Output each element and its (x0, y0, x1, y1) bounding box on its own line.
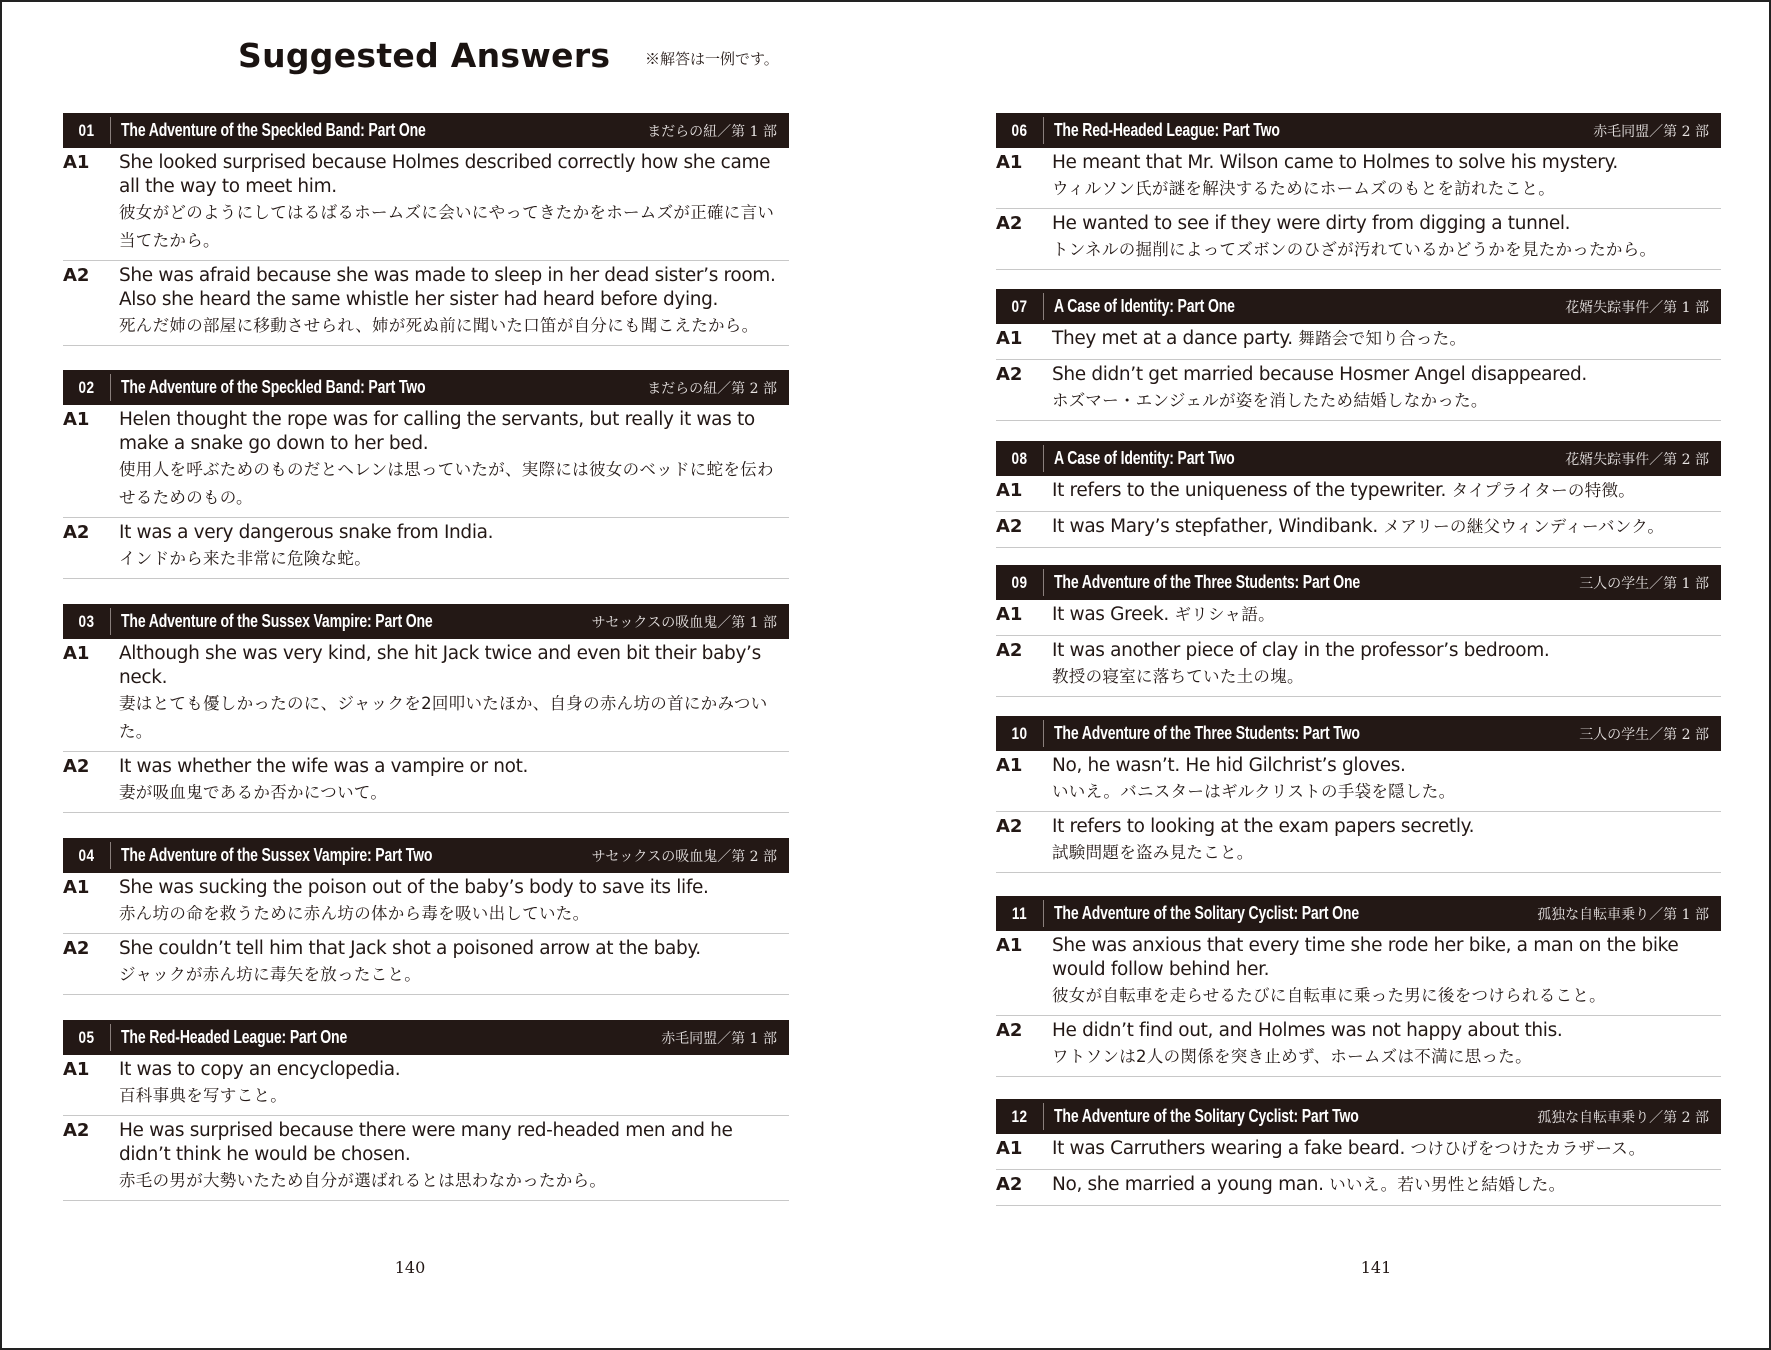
section-number: 09 (1011, 572, 1028, 592)
answer-japanese: トンネルの掘削によってズボンのひざが汚れているかどうかを見たかったから。 (1052, 240, 1657, 259)
answer-english-text: It was to copy an encyclopedia. (119, 1059, 401, 1080)
section-header-bar (996, 441, 1721, 476)
answer-label: A1 (63, 409, 90, 430)
section-divider (1043, 293, 1044, 320)
answer-japanese-inline: 舞踏会で知り合った。 (1298, 329, 1467, 348)
story-section (996, 441, 1721, 548)
section-number: 12 (1011, 1106, 1028, 1126)
answer-english-text: He didn’t find out, and Holmes was not happy about this. (1052, 1020, 1563, 1041)
answer-english (1052, 812, 1721, 839)
answer-japanese: インドから来た非常に危険な蛇。 (119, 549, 371, 568)
answer-label: A2 (996, 1174, 1023, 1195)
page-number-right: 141 (1360, 1258, 1392, 1277)
section-header-bar (63, 604, 789, 639)
answer-english (119, 518, 789, 545)
answer-row (996, 476, 1721, 512)
section-divider (1043, 445, 1044, 472)
answer-japanese: 教授の寝室に落ちていた土の塊。 (1052, 667, 1304, 686)
story-section (63, 838, 789, 995)
answer-english-text: She looked surprised because Holmes described correctly how she came all the way to meet him. (119, 152, 771, 197)
story-section (63, 113, 789, 346)
answer-english (119, 752, 789, 779)
answer-label: A2 (63, 756, 90, 777)
section-divider (110, 117, 111, 144)
section-title: The Adventure of the Sussex Vampire: Part One (121, 611, 433, 631)
answer-label: A2 (996, 816, 1023, 837)
section-title-japanese: 三人の学生／第 1 部 (1579, 576, 1709, 592)
answer-english (1052, 636, 1721, 663)
answer-english-text: They met at a dance party. (1052, 328, 1293, 349)
answer-english (1052, 148, 1721, 175)
answer-row (996, 148, 1721, 209)
answer-english (1052, 324, 1721, 359)
answer-japanese-inline: タイプライターの特徴。 (1451, 481, 1636, 500)
answer-english (1052, 1170, 1721, 1205)
section-title: The Adventure of the Solitary Cyclist: Part One (1054, 903, 1359, 923)
section-title-japanese: 花婿失踪事件／第 1 部 (1565, 300, 1709, 316)
section-title: The Red-Headed League: Part One (121, 1027, 348, 1047)
answer-label: A1 (63, 1059, 90, 1080)
section-divider (110, 1024, 111, 1051)
answer-japanese: 百科事典を写すこと。 (119, 1086, 287, 1105)
answer-english (1052, 600, 1721, 635)
answer-english-text: Helen thought the rope was for calling the servants, but really it was to make a snake go down to her bed. (119, 409, 755, 454)
answer-japanese: 使用人を呼ぶためのものだとヘレンは思っていたが、実際には彼女のベッドに蛇を伝わせるためのもの。 (119, 460, 774, 507)
answer-japanese-inline: いいえ。若い男性と結婚した。 (1329, 1175, 1566, 1194)
answer-japanese-inline: ギリシャ語。 (1174, 605, 1275, 624)
answer-english (1052, 209, 1721, 236)
answer-english-text: Although she was very kind, she hit Jack twice and even bit their baby’s neck. (119, 643, 761, 688)
answer-english-text: No, she married a young man. (1052, 1174, 1324, 1195)
answer-row (63, 752, 789, 813)
answer-row (996, 636, 1721, 697)
answer-label: A2 (63, 1120, 90, 1141)
section-divider (110, 608, 111, 635)
section-title-japanese: 赤毛同盟／第 2 部 (1593, 124, 1709, 140)
story-section (996, 565, 1721, 697)
answer-english (119, 1116, 789, 1167)
section-number: 11 (1011, 903, 1028, 923)
section-header-bar (63, 838, 789, 873)
answer-english (119, 148, 789, 199)
answer-english-text: It refers to the uniqueness of the typewriter. (1052, 480, 1447, 501)
answer-row (996, 209, 1721, 270)
section-divider (1043, 117, 1044, 144)
answer-label: A2 (996, 364, 1023, 385)
answer-japanese: ジャックが赤ん坊に毒矢を放ったこと。 (119, 965, 422, 984)
answer-label: A1 (996, 152, 1023, 173)
section-title-japanese: サセックスの吸血鬼／第 2 部 (591, 849, 777, 865)
answer-label: A2 (996, 640, 1023, 661)
answer-row (63, 873, 789, 934)
section-divider (110, 842, 111, 869)
answer-label: A2 (996, 213, 1023, 234)
section-header-bar (996, 565, 1721, 600)
section-title-japanese: まだらの紐／第 2 部 (647, 381, 777, 397)
answer-english-text: It was Carruthers wearing a fake beard. (1052, 1138, 1405, 1159)
section-divider (1043, 1103, 1044, 1130)
answer-english-text: It was another piece of clay in the professor’s bedroom. (1052, 640, 1550, 661)
answer-label: A1 (996, 328, 1023, 349)
section-header-bar (996, 113, 1721, 148)
answer-japanese: ワトソンは2人の関係を突き止めず、ホームズは不満に思った。 (1052, 1047, 1532, 1066)
section-header-bar (63, 1020, 789, 1055)
answer-row (996, 751, 1721, 812)
answer-japanese: ホズマー・エンジェルが姿を消したため結婚しなかった。 (1052, 391, 1488, 410)
answer-japanese: 死んだ姉の部屋に移動させられ、姉が死ぬ前に聞いた口笛が自分にも聞こえたから。 (119, 316, 759, 335)
section-title: The Adventure of the Three Students: Part One (1054, 572, 1361, 592)
section-title-japanese: サセックスの吸血鬼／第 1 部 (591, 615, 777, 631)
answer-english-text: It was Greek. (1052, 604, 1169, 625)
answer-english (1052, 931, 1721, 982)
answer-label: A1 (63, 643, 90, 664)
answer-row (63, 405, 789, 518)
answer-label: A2 (996, 516, 1023, 537)
answer-row (63, 261, 789, 346)
section-number: 04 (78, 845, 95, 865)
answer-english-text: She couldn’t tell him that Jack shot a poisoned arrow at the baby. (119, 938, 701, 959)
answer-english (119, 873, 789, 900)
answer-label: A2 (63, 522, 90, 543)
answer-english-text: It was a very dangerous snake from India. (119, 522, 494, 543)
answer-japanese: 彼女が自転車を走らせるたびに自転車に乗った男に後をつけられること。 (1052, 986, 1606, 1005)
answer-label: A1 (996, 480, 1023, 501)
answer-japanese: 赤ん坊の命を救うために赤ん坊の体から毒を吸い出していた。 (119, 904, 590, 923)
answer-japanese: いいえ。バニスターはギルクリストの手袋を隠した。 (1052, 782, 1456, 801)
answer-row (996, 324, 1721, 360)
answer-japanese-inline: つけひげをつけたカラザース。 (1410, 1139, 1646, 1158)
section-title: A Case of Identity: Part Two (1054, 448, 1235, 468)
answer-label: A1 (996, 755, 1023, 776)
answer-label: A1 (63, 877, 90, 898)
story-section (63, 1020, 789, 1201)
section-header-bar (996, 896, 1721, 931)
answer-row (63, 1055, 789, 1116)
story-section (63, 370, 789, 579)
answer-label: A2 (63, 265, 90, 286)
section-title-japanese: まだらの紐／第 1 部 (647, 124, 777, 140)
answer-row (63, 639, 789, 752)
section-title: A Case of Identity: Part One (1054, 296, 1235, 316)
story-section (996, 113, 1721, 270)
page-number-left: 140 (394, 1258, 426, 1277)
answer-english-text: No, he wasn’t. He hid Gilchrist’s gloves. (1052, 755, 1406, 776)
answer-english (119, 261, 789, 312)
answer-english (1052, 512, 1721, 547)
section-title-japanese: 孤独な自転車乗り／第 1 部 (1537, 907, 1709, 923)
section-number: 03 (78, 611, 95, 631)
answer-label: A2 (63, 938, 90, 959)
answer-japanese: 赤毛の男が大勢いたため自分が選ばれるとは思わなかったから。 (119, 1171, 607, 1190)
section-number: 06 (1011, 120, 1028, 140)
answer-english-text: It was whether the wife was a vampire or not. (119, 756, 529, 777)
answer-english (119, 934, 789, 961)
section-number: 05 (78, 1027, 95, 1047)
section-title-japanese: 孤独な自転車乗り／第 2 部 (1537, 1110, 1709, 1126)
answer-label: A1 (63, 152, 90, 173)
answer-row (996, 1170, 1721, 1206)
answer-japanese: 試験問題を盗み見たこと。 (1052, 843, 1254, 862)
answer-english-text: She didn’t get married because Hosmer Angel disappeared. (1052, 364, 1587, 385)
section-title: The Adventure of the Sussex Vampire: Part Two (121, 845, 433, 865)
answer-english (1052, 476, 1721, 511)
section-number: 07 (1011, 296, 1028, 316)
section-number: 01 (78, 120, 95, 140)
section-title: The Adventure of the Speckled Band: Part One (121, 120, 426, 140)
answer-english-text: He meant that Mr. Wilson came to Holmes to solve his mystery. (1052, 152, 1618, 173)
section-number: 08 (1011, 448, 1028, 468)
section-title: The Adventure of the Speckled Band: Part Two (121, 377, 426, 397)
section-title-japanese: 花婿失踪事件／第 2 部 (1565, 452, 1709, 468)
answer-english-text: She was sucking the poison out of the baby’s body to save its life. (119, 877, 709, 898)
answer-row (63, 148, 789, 261)
answer-english-text: It was Mary’s stepfather, Windibank. (1052, 516, 1378, 537)
answer-english-text: He was surprised because there were many red-headed men and he didn’t think he would be chosen. (119, 1120, 733, 1165)
answer-english (1052, 360, 1721, 387)
section-divider (1043, 720, 1044, 747)
answer-english (119, 405, 789, 456)
answer-label: A1 (996, 1138, 1023, 1159)
answer-english-text: She was afraid because she was made to sleep in her dead sister’s room. Also she heard the same whistle her sister had heard before dying. (119, 265, 776, 310)
section-title-japanese: 三人の学生／第 2 部 (1579, 727, 1709, 743)
section-header-bar (63, 113, 789, 148)
answer-english (119, 1055, 789, 1082)
answer-row (996, 360, 1721, 421)
answer-english (1052, 1134, 1721, 1169)
answer-japanese: ウィルソン氏が謎を解決するためにホームズのもとを訪れたこと。 (1052, 179, 1556, 198)
page-note: ※解答は一例です。 (645, 50, 779, 68)
answer-row (996, 512, 1721, 548)
answer-row (996, 1016, 1721, 1077)
answer-row (996, 931, 1721, 1016)
answer-label: A2 (996, 1020, 1023, 1041)
section-title: The Red-Headed League: Part Two (1054, 120, 1280, 140)
answer-row (996, 1134, 1721, 1170)
story-section (996, 896, 1721, 1077)
answer-label: A1 (996, 935, 1023, 956)
section-number: 10 (1011, 723, 1028, 743)
answer-japanese: 彼女がどのようにしてはるばるホームズに会いにやってきたかをホームズが正確に言い当てたから。 (119, 203, 775, 250)
answer-english-text: It refers to looking at the exam papers secretly. (1052, 816, 1475, 837)
section-title: The Adventure of the Three Students: Part Two (1054, 723, 1360, 743)
answer-row (996, 812, 1721, 873)
answer-english (119, 639, 789, 690)
section-header-bar (996, 716, 1721, 751)
page-title: Suggested Answers (238, 36, 611, 75)
answer-english-text: He wanted to see if they were dirty from digging a tunnel. (1052, 213, 1571, 234)
section-divider (1043, 900, 1044, 927)
answer-row (63, 1116, 789, 1201)
answer-row (63, 518, 789, 579)
answer-japanese: 妻はとても優しかったのに、ジャックを2回叩いたほか、自身の赤ん坊の首にかみついた。 (119, 694, 768, 741)
section-number: 02 (78, 377, 95, 397)
answer-english (1052, 751, 1721, 778)
section-title: The Adventure of the Solitary Cyclist: Part Two (1054, 1106, 1359, 1126)
section-title-japanese: 赤毛同盟／第 1 部 (661, 1031, 777, 1047)
story-section (63, 604, 789, 813)
story-section (996, 716, 1721, 873)
section-header-bar (63, 370, 789, 405)
answer-english (1052, 1016, 1721, 1043)
story-section (996, 1099, 1721, 1206)
story-section (996, 289, 1721, 421)
section-header-bar (996, 289, 1721, 324)
answer-japanese: 妻が吸血鬼であるか否かについて。 (119, 783, 388, 802)
answer-english-text: She was anxious that every time she rode her bike, a man on the bike would follow behind her. (1052, 935, 1679, 980)
answer-japanese-inline: メアリーの継父ウィンディーバンク。 (1383, 517, 1665, 536)
answer-row (996, 600, 1721, 636)
answer-label: A1 (996, 604, 1023, 625)
section-divider (110, 374, 111, 401)
section-divider (1043, 569, 1044, 596)
section-header-bar (996, 1099, 1721, 1134)
answer-row (63, 934, 789, 995)
